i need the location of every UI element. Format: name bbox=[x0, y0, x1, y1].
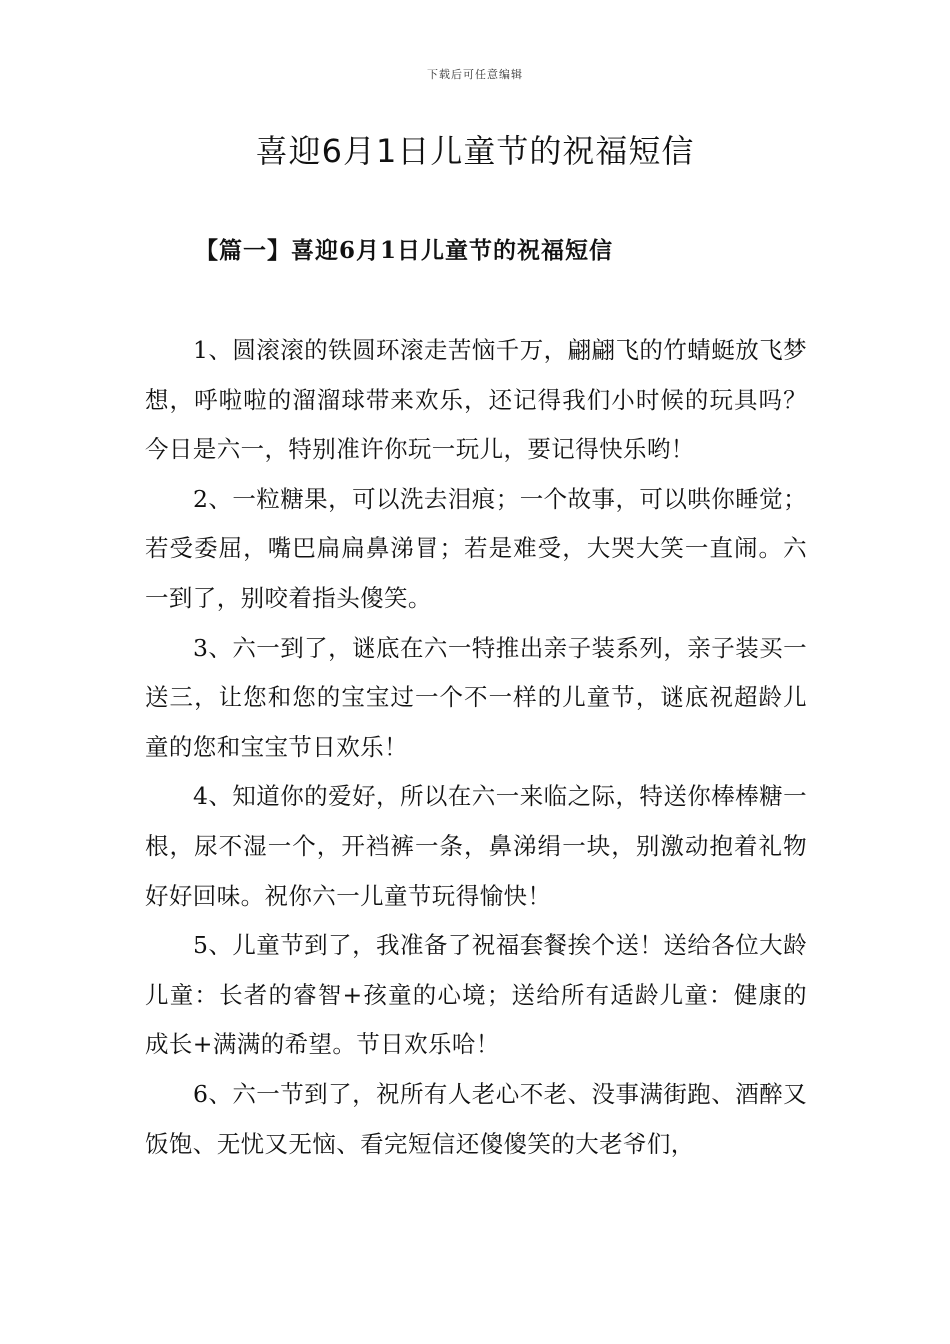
header-note: 下载后可任意编辑 bbox=[427, 68, 523, 81]
paragraph-3: 3、六一到了，谜底在六一特推出亲子装系列，亲子装买一送三，让您和您的宝宝过一个不一样的儿童节，谜底祝超龄儿童的您和宝宝节日欢乐！ bbox=[145, 633, 807, 761]
paragraph-4: 4、知道你的爱好，所以在六一来临之际，特送你棒棒糖一根，尿不湿一个，开裆裤一条，鼻涕绢一块，别激动抱着礼物好好回味。祝你六一儿童节玩得愉快！ bbox=[145, 782, 807, 910]
paragraph-1: 1、圆滚滚的铁圆环滚走苦恼千万，翩翩飞的竹蜻蜓放飞梦想，呼啦啦的溜溜球带来欢乐，还记得我们小时候的玩具吗？今日是六一，特别准许你玩一玩儿，要记得快乐哟！ bbox=[145, 336, 807, 464]
section-heading: 【篇一】喜迎6月1日儿童节的祝福短信 bbox=[195, 237, 614, 264]
paragraph-6: 6、六一节到了，祝所有人老心不老、没事满街跑、酒醉又饭饱、无忧又无恼、看完短信还傻傻笑的大老爷们， bbox=[145, 1079, 807, 1158]
paragraph-2: 2、一粒糖果，可以洗去泪痕；一个故事，可以哄你睡觉；若受委屈，嘴巴扁扁鼻涕冒；若是难受，大哭大笑一直闹。六一到了，别咬着指头傻笑。 bbox=[145, 484, 807, 612]
document-title: 喜迎6月1日儿童节的祝福短信 bbox=[255, 132, 695, 170]
paragraph-5: 5、儿童节到了，我准备了祝福套餐挨个送！送给各位大龄儿童：长者的睿智+孩童的心境；送给所有适龄儿童：健康的成长+满满的希望。节日欢乐哈！ bbox=[145, 931, 807, 1059]
body-text bbox=[145, 326, 807, 1169]
